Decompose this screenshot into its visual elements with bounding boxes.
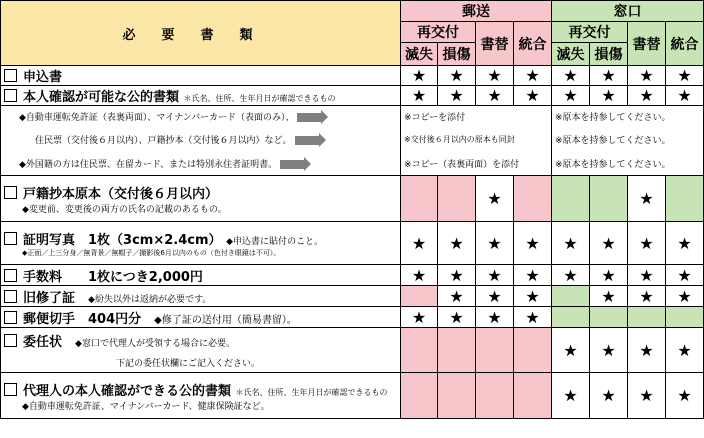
mail-note-3: ※コピー（表裏両面）を添付 [401, 152, 552, 176]
star-mark: ★ [590, 286, 628, 307]
window-note-2: ※原本を持参してください。 [552, 128, 704, 152]
id-detail-3: ◆外国籍の方は住民票、在留カード、または特別永住者証明書。 [1, 152, 401, 176]
mail-note-1: ※コピーを添付 [401, 106, 552, 128]
arrow-icon [280, 160, 304, 169]
star-mark: ★ [590, 86, 628, 106]
star-mark: ★ [401, 66, 438, 86]
header-window-shokae: 書替 [628, 22, 666, 66]
star-mark: ★ [628, 66, 666, 86]
checkbox[interactable] [4, 311, 17, 324]
row-id-docs [1, 86, 704, 106]
star-mark: ★ [552, 66, 590, 86]
star-mark: ★ [514, 307, 552, 328]
star-mark: ★ [590, 265, 628, 286]
star-mark: ★ [438, 86, 476, 106]
star-mark: ★ [476, 286, 514, 307]
star-mark: ★ [476, 222, 514, 265]
star-mark: ★ [628, 265, 666, 286]
star-mark: ★ [514, 86, 552, 106]
star-mark: ★ [476, 265, 514, 286]
star-mark: ★ [514, 66, 552, 86]
row-proxy-id [1, 373, 704, 419]
header-mail-metsu: 滅失 [401, 43, 438, 66]
row-label: 代理人の本人確認ができる公的書類 ＊氏名、住所、生年月日が確認できるもの ◆自動車運転免許証、マイナンバーカード、健康保険証など。 [1, 373, 401, 419]
row-id-detail-2 [1, 128, 704, 152]
window-note-1: ※原本を持参してください。 [552, 106, 704, 128]
row-fee [1, 265, 704, 286]
header-mail-shokae: 書替 [476, 22, 514, 66]
star-mark: ★ [552, 86, 590, 106]
row-label: 手数料 1枚につき2,000円 [1, 265, 401, 286]
arrow-icon [297, 113, 321, 122]
star-mark: ★ [514, 286, 552, 307]
header-window-togo: 統合 [666, 22, 704, 66]
row-id-detail-1 [1, 106, 704, 128]
star-mark: ★ [590, 66, 628, 86]
star-mark: ★ [666, 265, 704, 286]
mail-note-2: ※交付後６月以内の原本も同封 [401, 128, 552, 152]
star-mark: ★ [628, 286, 666, 307]
header-mail-togo: 統合 [514, 22, 552, 66]
star-mark: ★ [666, 373, 704, 419]
star-mark: ★ [401, 265, 438, 286]
star-mark: ★ [628, 328, 666, 373]
row-koseki [1, 176, 704, 222]
star-mark: ★ [401, 222, 438, 265]
row-label: 証明写真 1枚（3cm×2.4cm） ◆申込書に貼付のこと。 ◆正面／上三分身／無背景／無帽子／撮影後6月以内のもの（色付き眼鏡は不可）。 [1, 222, 401, 265]
row-label: 戸籍抄本原本（交付後６月以内） ◆変更前、変更後の両方の氏名の記載のあるもの。 [1, 176, 401, 222]
row-old-cert [1, 286, 704, 307]
row-label: 旧修了証 ◆紛失以外は返納が必要です。 [1, 286, 401, 307]
star-mark: ★ [552, 222, 590, 265]
checkbox[interactable] [4, 186, 17, 199]
star-mark: ★ [514, 222, 552, 265]
star-mark: ★ [590, 222, 628, 265]
star-mark: ★ [438, 66, 476, 86]
star-mark: ★ [666, 86, 704, 106]
checkbox[interactable] [4, 290, 17, 303]
checkbox[interactable] [4, 69, 17, 82]
star-mark: ★ [438, 307, 476, 328]
row-id-detail-3 [1, 152, 704, 176]
row-proxy-letter [1, 328, 704, 373]
star-mark: ★ [628, 222, 666, 265]
row-label: 本人確認が可能な公的書類 ＊氏名、住所、生年月日が確認できるもの [1, 86, 401, 106]
star-mark: ★ [628, 373, 666, 419]
header-docs: 必要書類 [1, 1, 401, 66]
window-note-3: ※原本を持参してください。 [552, 152, 704, 176]
star-mark: ★ [514, 265, 552, 286]
header-mail: 郵送 [401, 1, 552, 22]
header-window: 窓口 [552, 1, 704, 22]
header-window-reissue: 再交付 [552, 22, 628, 43]
row-label: 郵便切手 404円分 ◆修了証の送付用（簡易書留）。 [1, 307, 401, 328]
id-detail-1: ◆自動車運転免許証（表裏両面）、マイナンバーカード（表面のみ）、 [1, 106, 401, 128]
star-mark: ★ [476, 66, 514, 86]
star-mark: ★ [666, 328, 704, 373]
checkbox[interactable] [4, 383, 17, 396]
header-mail-sonkai: 損傷 [438, 43, 476, 66]
star-mark: ★ [438, 286, 476, 307]
header-window-metsu: 滅失 [552, 43, 590, 66]
checkbox[interactable] [4, 232, 17, 245]
row-stamps [1, 307, 704, 328]
star-mark: ★ [666, 222, 704, 265]
star-mark: ★ [628, 86, 666, 106]
row-application [1, 66, 704, 86]
star-mark: ★ [666, 286, 704, 307]
star-mark: ★ [401, 86, 438, 106]
header-window-sonkai: 損傷 [590, 43, 628, 66]
star-mark: ★ [552, 328, 590, 373]
checkbox[interactable] [4, 89, 17, 102]
star-mark: ★ [438, 222, 476, 265]
checkbox[interactable] [4, 269, 17, 282]
id-detail-2: 住民票（交付後６月以内）、戸籍抄本（交付後６月以内）など。 [1, 128, 401, 152]
star-mark: ★ [476, 176, 514, 222]
star-mark: ★ [401, 307, 438, 328]
star-mark: ★ [438, 265, 476, 286]
checkbox[interactable] [4, 334, 17, 347]
row-label: 委任状 ◆窓口で代理人が受領する場合に必要。 下記の委任状欄にご記入ください。 [1, 328, 401, 373]
star-mark: ★ [552, 265, 590, 286]
star-mark: ★ [590, 373, 628, 419]
row-label: 申込書 [1, 66, 401, 86]
header-mail-reissue: 再交付 [401, 22, 476, 43]
star-mark: ★ [590, 328, 628, 373]
star-mark: ★ [666, 66, 704, 86]
star-mark: ★ [476, 307, 514, 328]
star-mark: ★ [628, 176, 666, 222]
row-photo [1, 222, 704, 265]
star-mark: ★ [552, 373, 590, 419]
arrow-icon [295, 136, 319, 145]
star-mark: ★ [476, 86, 514, 106]
